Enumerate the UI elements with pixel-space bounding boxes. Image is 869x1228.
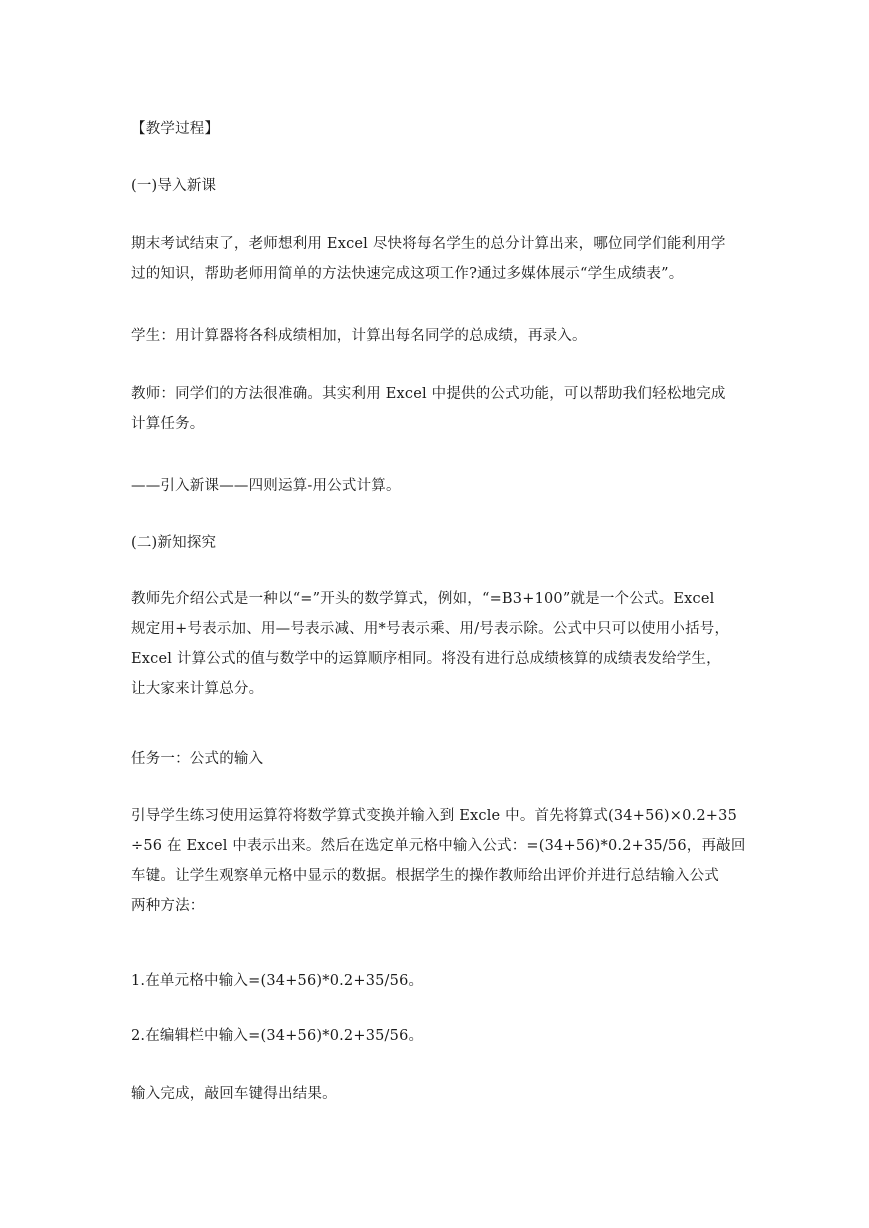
method-2-item bbox=[131, 1021, 743, 1051]
section-1-title-text: (一)导入新课 bbox=[131, 178, 217, 194]
intro-paragraph bbox=[131, 229, 743, 289]
paragraph-line: 期末考试结束了，老师想利用 Excel 尽快将每名学生的总分计算出来，哪位同学们能利用学 bbox=[131, 236, 726, 252]
paragraph-line: 引导学生练习使用运算符将数学算式变换并输入到 Excle 中。首先将算式(34+56)×0.2+35 bbox=[131, 808, 737, 824]
method-1-item bbox=[131, 966, 743, 996]
paragraph-line: 计算任务。 bbox=[131, 416, 205, 432]
list-item: 1.在单元格中输入=(34+56)*0.2+35/56。 bbox=[131, 973, 424, 989]
paragraph-line: 规定用+号表示加、用—号表示减、用*号表示乘、用/号表示除。公式中只可以使用小括号， bbox=[131, 621, 730, 637]
paragraph-line: 车键。让学生观察单元格中显示的数据。根据学生的操作教师给出评价并进行总结输入公式 bbox=[131, 868, 719, 884]
paragraph-line: 教师：同学们的方法很准确。其实利用 Excel 中提供的公式功能，可以帮助我们轻松地完成 bbox=[131, 386, 726, 402]
conclusion-line bbox=[131, 1079, 743, 1109]
paragraph-line: 学生：用计算器将各科成绩相加，计算出每名同学的总成绩，再录入。 bbox=[131, 328, 587, 344]
intro-new-lesson-line bbox=[131, 471, 743, 501]
task-1-title-text: 任务一：公式的输入 bbox=[131, 751, 264, 767]
student-paragraph bbox=[131, 321, 743, 351]
section-1-title bbox=[131, 171, 743, 201]
paragraph-line: 过的知识，帮助老师用简单的方法快速完成这项工作?通过多媒体展示“学生成绩表”。 bbox=[131, 266, 684, 282]
paragraph-line: 两种方法： bbox=[131, 898, 205, 914]
paragraph-line: 教师先介绍公式是一种以“=”开头的数学算式，例如，“=B3+100”就是一个公式。Excel bbox=[131, 591, 715, 607]
teaching-process-heading bbox=[131, 114, 743, 144]
task-1-paragraph bbox=[131, 801, 746, 921]
paragraph-line: 输入完成，敲回车键得出结果。 bbox=[131, 1086, 337, 1102]
heading-text: 【教学过程】 bbox=[131, 121, 220, 137]
paragraph-line: 让大家来计算总分。 bbox=[131, 681, 264, 697]
section-2-title bbox=[131, 528, 743, 558]
list-item: 2.在编辑栏中输入=(34+56)*0.2+35/56。 bbox=[131, 1028, 424, 1044]
paragraph-line: ÷56 在 Excel 中表示出来。然后在选定单元格中输入公式：=(34+56)*0.2+35/56，再敲回 bbox=[131, 838, 746, 854]
formula-intro-paragraph bbox=[131, 584, 743, 704]
section-2-title-text: (二)新知探究 bbox=[131, 535, 217, 551]
paragraph-line: Excel 计算公式的值与数学中的运算顺序相同。将没有进行总成绩核算的成绩表发给学生， bbox=[131, 651, 721, 667]
teacher-paragraph bbox=[131, 379, 743, 439]
paragraph-line: ——引入新课——四则运算-用公式计算。 bbox=[131, 478, 401, 494]
task-1-title bbox=[131, 744, 743, 774]
